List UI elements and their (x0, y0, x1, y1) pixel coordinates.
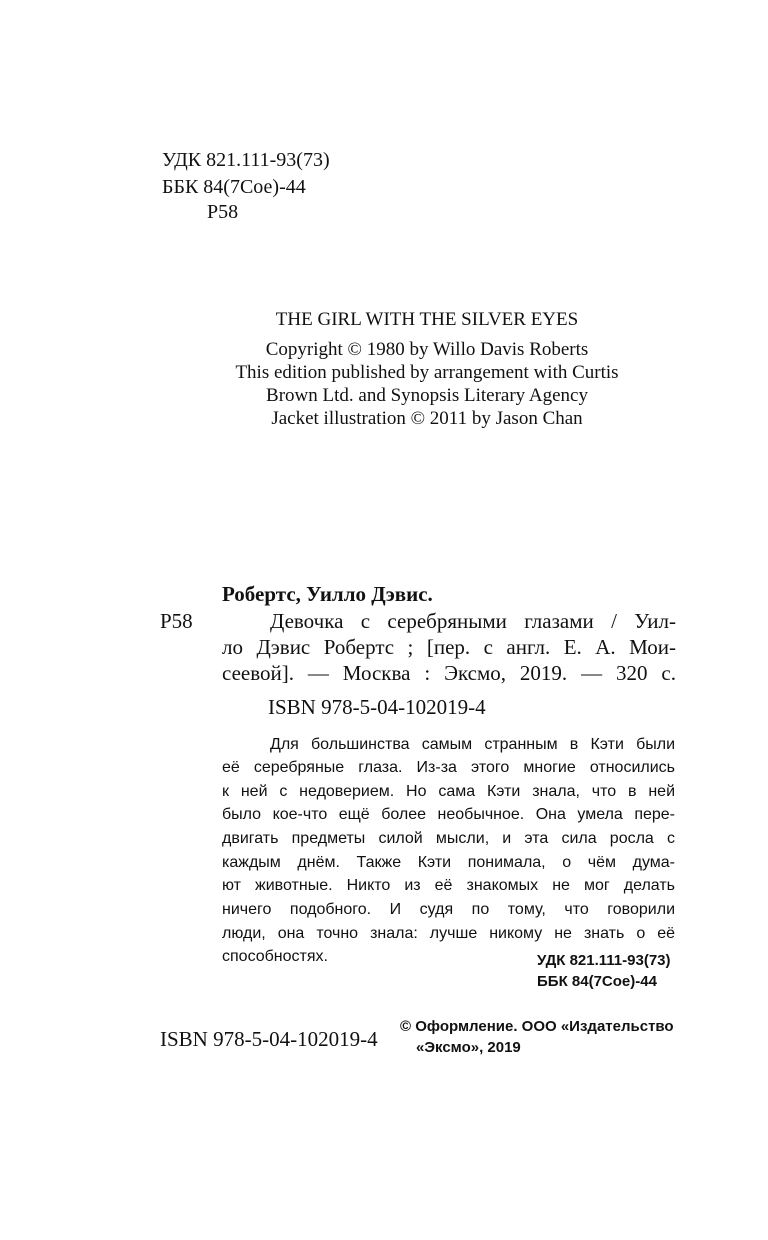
description-line-2: ло Дэвис Робертс ; [пер. с англ. Е. А. Мои- (222, 635, 676, 659)
annotation-line: к ней с недоверием. Но сама Кэти знала, что в ней (222, 783, 675, 800)
description-line-1: Девочка с серебряными глазами / Уил- (270, 609, 676, 633)
annotation-line: её серебряные глаза. Из-за этого многие относились (222, 759, 675, 776)
bbk-code-bottom: ББК 84(7Сое)-44 (537, 973, 657, 990)
original-title: THE GIRL WITH THE SILVER EYES (275, 309, 579, 330)
annotation-line: ют животные. Никто из её знакомых не мог делать (222, 877, 675, 894)
copyright-line-4: Jacket illustration © 2011 by Jason Chan (271, 408, 583, 429)
annotation-line: каждым днём. Также Кэти понимала, о чём дума- (222, 854, 675, 871)
annotation-line: двигать предметы силой мысли, и эта сила росла с (222, 830, 675, 847)
author-code-top: Р58 (207, 201, 239, 223)
annotation-line: было кое-что ещё более необычное. Она умела пере- (222, 806, 675, 823)
author-heading: Робертс, Уилло Дэвис. (222, 582, 433, 606)
annotation-line: способностях. (222, 948, 328, 965)
design-copyright-line-1: © Оформление. ООО «Издательство (400, 1018, 674, 1035)
copyright-line-1: Copyright © 1980 by Willo Davis Roberts (265, 339, 589, 360)
copyright-line-2: This edition published by arrangement with Curtis (235, 362, 619, 383)
author-code: Р58 (160, 609, 193, 633)
udk-code-top: УДК 821.111-93(73) (162, 149, 330, 171)
udk-code-bottom: УДК 821.111-93(73) (537, 952, 671, 969)
annotation-line: люди, она точно знала: лучше никому не знать о её (222, 925, 675, 942)
isbn-footer: ISBN 978-5-04-102019-4 (160, 1027, 378, 1051)
annotation-line: Для большинства самым странным в Кэти были (270, 736, 675, 753)
bbk-code-top: ББК 84(7Сое)-44 (162, 176, 306, 198)
design-copyright-line-2: «Эксмо», 2019 (416, 1039, 521, 1056)
annotation-line: ничего подобного. И судя по тому, что говорили (222, 901, 675, 918)
copyright-line-3: Brown Ltd. and Synopsis Literary Agency (266, 385, 588, 406)
isbn-entry: ISBN 978-5-04-102019-4 (268, 695, 486, 719)
description-line-3: сеевой]. — Москва : Эксмо, 2019. — 320 с. (222, 661, 676, 685)
